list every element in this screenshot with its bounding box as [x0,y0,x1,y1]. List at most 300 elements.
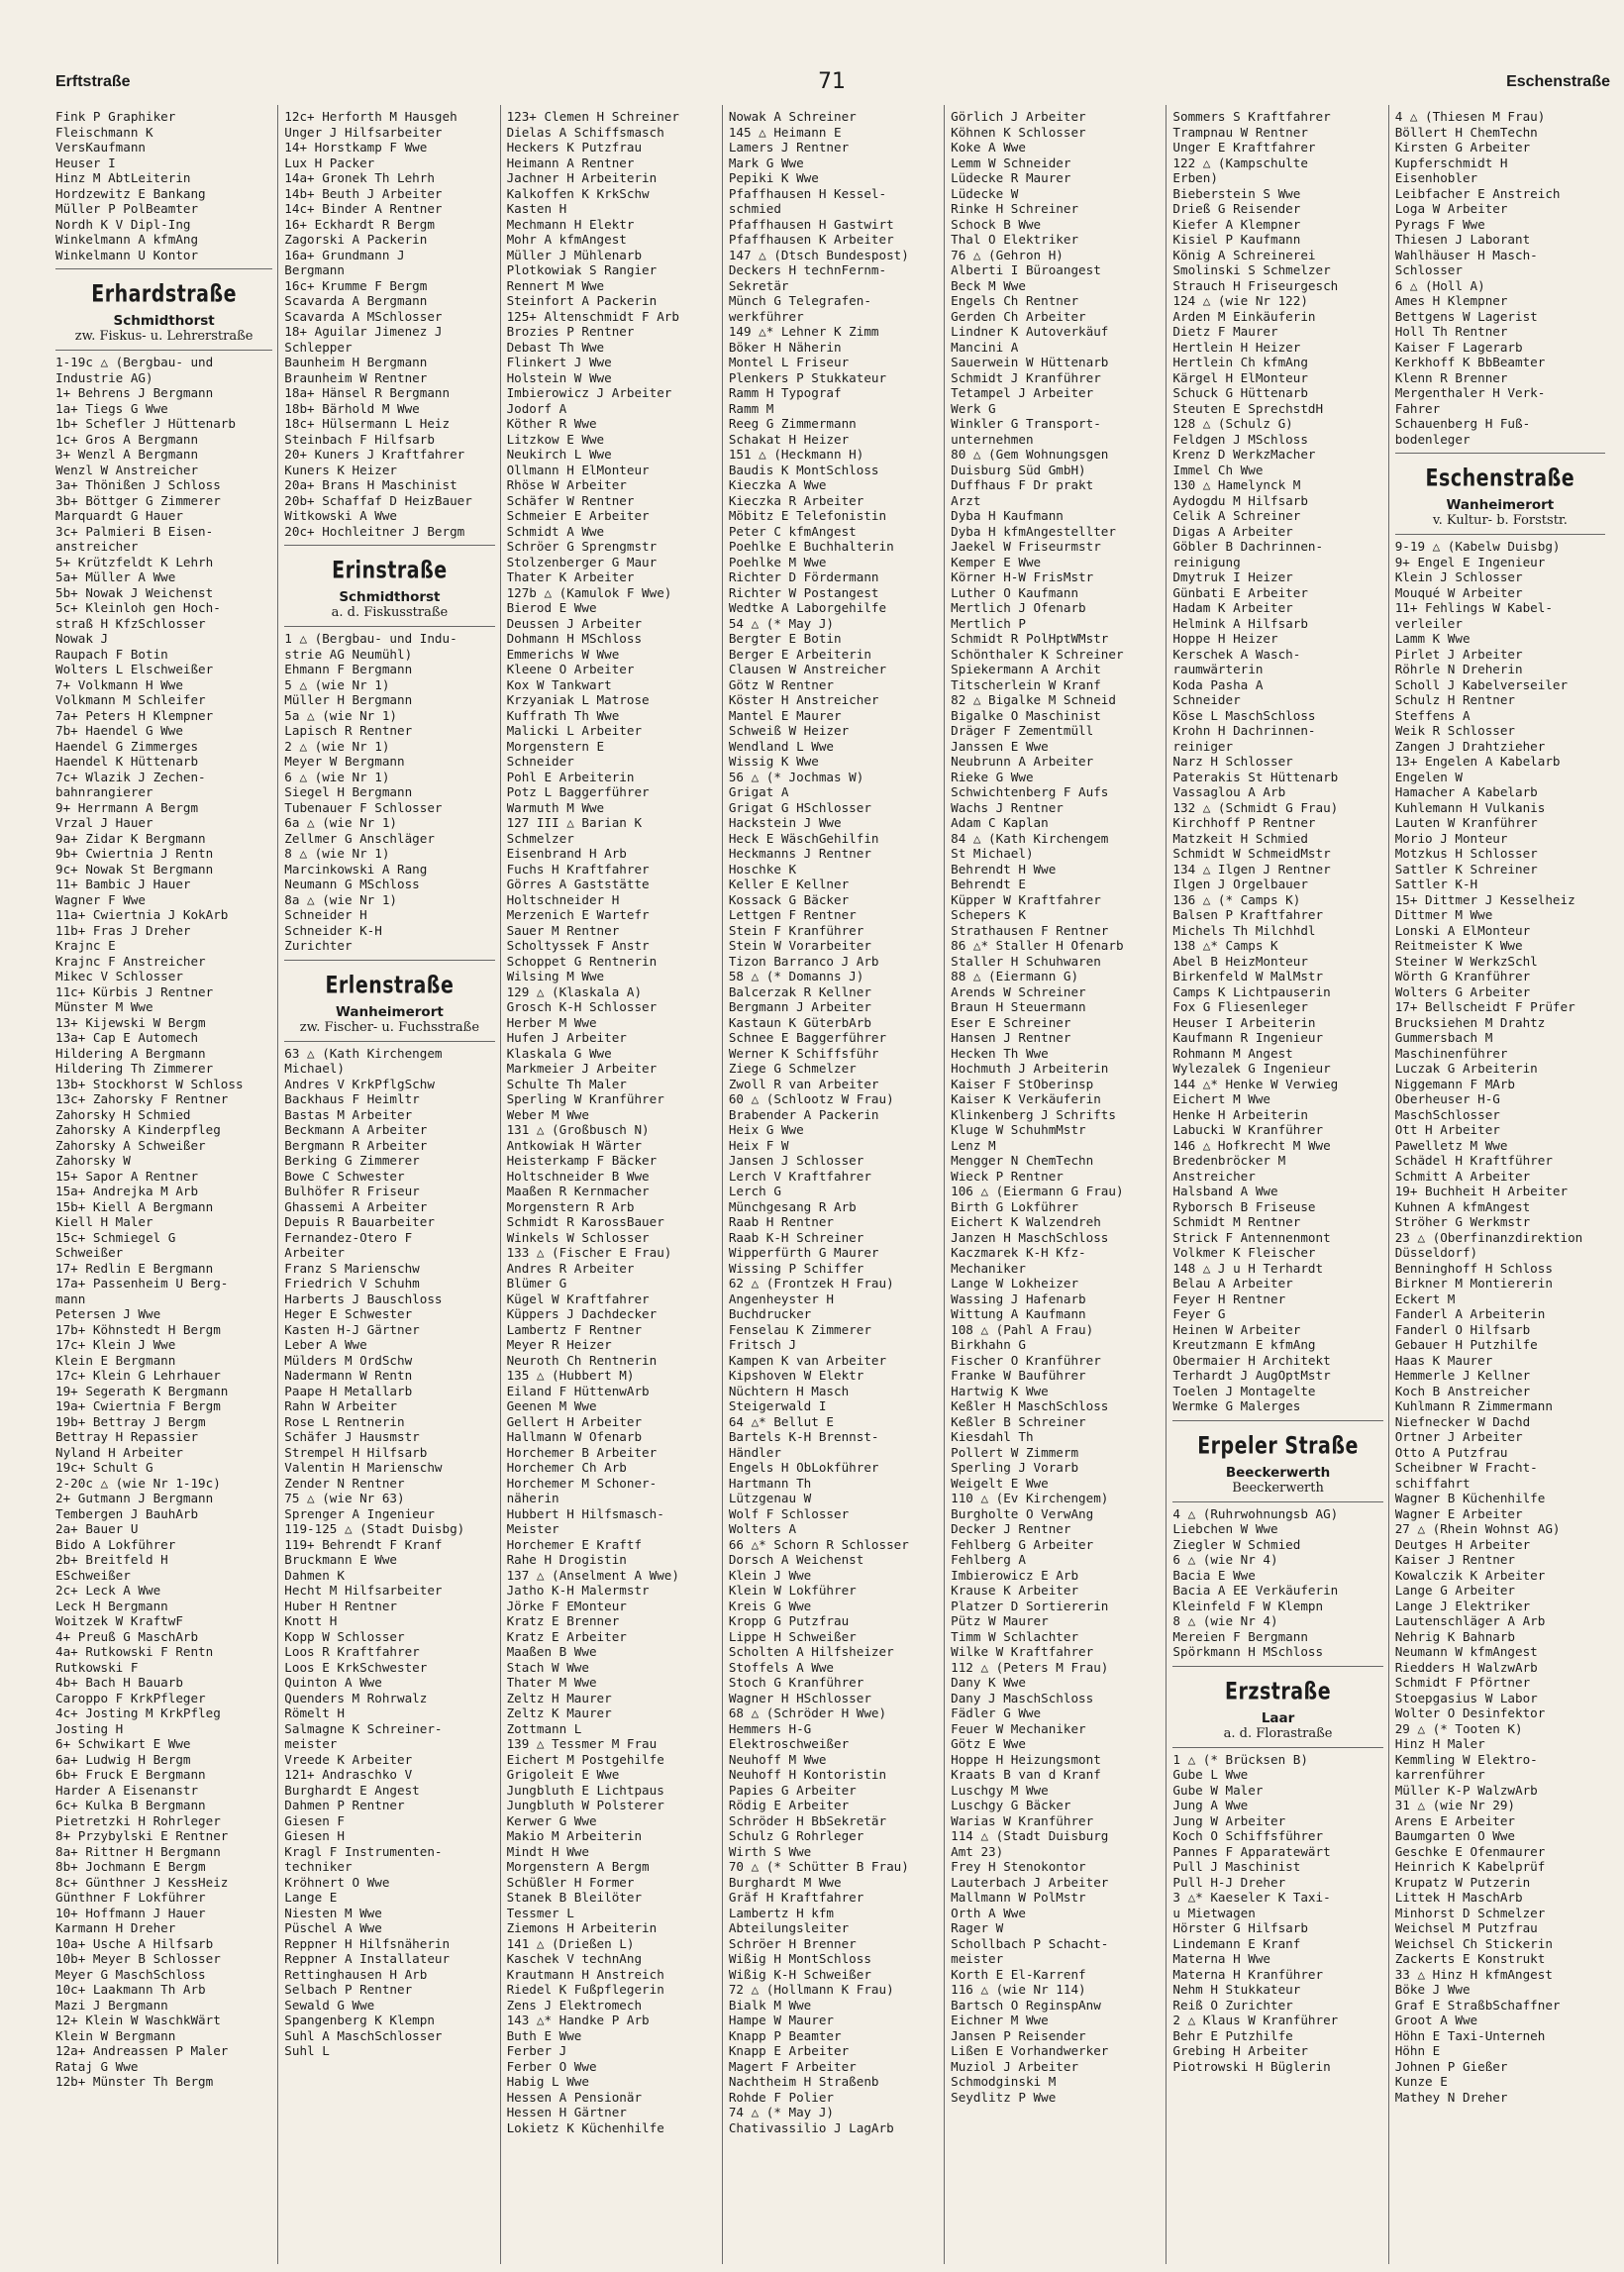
directory-entry: 3c+ Palmieri B Eisen- [55,523,214,539]
directory-entry: Fädler G Wwe [951,1705,1042,1720]
directory-entry: Düsseldorf) [1394,1245,1478,1260]
directory-entry: Immel Ch Wwe [1172,462,1264,477]
directory-entry: 8 △ (wie Nr 4) [1172,1613,1278,1628]
directory-entry: 64 △* Bellut E [728,1413,834,1429]
directory-entry: Pfaffhausen H Gastwirt [728,216,894,232]
directory-entry: Kampen K van Arbeiter [728,1352,887,1368]
directory-entry: Günbati E Arbeiter [1172,584,1308,600]
directory-entry: Fenselau K Zimmerer [728,1321,871,1337]
directory-entry: Eichner M Wwe [951,2013,1049,2027]
directory-entry: Meyer W Bergmann [284,754,405,769]
directory-entry: Mengger N ChemTechn [951,1153,1094,1168]
directory-entry: 58 △ (* Domanns J) [728,969,864,983]
directory-entry: Schulz G Rohrleger [728,1828,864,1843]
directory-entry: Sperling J Vorarb [951,1460,1079,1475]
directory-entry: Meyer G MaschSchloss [55,1966,206,1982]
directory-entry: Kaiser J Rentner [1394,1552,1516,1567]
directory-entry: Dietz F Maurer [1172,324,1278,339]
directory-entry: Duisburg Süd GmbH) [951,462,1086,477]
directory-entry: Rahe H Drogistin [506,1552,627,1567]
directory-entry: Lambertz F Rentner [506,1321,643,1337]
directory-entry: Scholl J Kabelverseiler [1394,676,1569,692]
directory-entry: 149 △* Lehner K Zimm [728,324,879,339]
directory-entry: Wissig K Wwe [728,754,819,769]
directory-entry: Bredenbröcker M [1172,1153,1286,1168]
directory-entry: Kasten H [506,201,567,216]
directory-entry: Heix F W [728,1137,789,1153]
directory-entry: Hildering A Bergmann [55,1045,206,1061]
directory-entry: Witkowski A Wwe [284,508,398,523]
directory-entry: Berger E Arbeiterin [728,646,871,662]
directory-entry: Eser E Schreiner [951,1014,1071,1030]
directory-entry: Lange W Lokheizer [951,1276,1079,1291]
directory-entry: Unger E Kraftfahrer [1172,140,1316,155]
directory-entry: Zagorski A Packerin [284,232,428,247]
directory-entry: Zeltz H Maurer [506,1690,612,1705]
directory-entry: Ott H Arbeiter [1394,1122,1500,1137]
directory-entry: Materna H Wwe [1172,1951,1270,1966]
directory-entry: Narz H Schlosser [1172,754,1293,769]
directory-entry: Müller K-P WalzwArb [1394,1782,1538,1798]
district-name: Wanheimerort [336,1003,444,1020]
directory-entry: 1-19c △ (Bergbau- und [55,355,214,369]
directory-entry: 6c+ Kulka B Bergmann [55,1798,206,1812]
directory-entry: Bergmann [284,262,345,277]
directory-entry: Ilgen J Orgelbauer [1172,877,1308,891]
directory-entry: Huber H Rentner [284,1598,398,1613]
directory-entry: Hoppe H Heizer [1172,631,1278,646]
directory-entry: Clausen W Anstreicher [728,662,887,676]
directory-entry: Fernandez-Otero F [284,1229,413,1245]
directory-entry: 147 △ (Dtsch Bundespost) [728,247,909,262]
directory-entry: Kastaun K GüterbArb [728,1014,871,1030]
directory-entry: Fuchs H Kraftfahrer [506,861,650,877]
directory-entry: 14+ Horstkamp F Wwe [284,140,428,155]
directory-entry: 8+ Przybylski E Rentner [55,1828,229,1843]
directory-entry: Stolzenberger G Maur [506,554,658,569]
directory-entry: Hufen J Arbeiter [506,1030,627,1045]
directory-entry: Rataj G Wwe [55,2058,139,2074]
directory-entry: 17+ Redlin E Bergmann [55,1260,214,1276]
street-section-heading [55,268,272,351]
directory-entry: 124 △ (wie Nr 122) [1172,293,1308,308]
directory-entry: Schepers K [951,907,1026,922]
directory-entry: 18c+ Hülsermann L Heiz [284,416,451,431]
directory-entry: Michels Th Milchhdl [1172,922,1316,938]
directory-entry: Neumann W kfmAngest [1394,1644,1538,1659]
directory-entry: Ziegler W Schmied [1172,1536,1301,1552]
directory-entry: Luczak G Arbeiterin [1394,1061,1538,1076]
directory-entry: 137 △ (Anselment A Wwe) [506,1567,679,1583]
directory-entry: Grigoleit E Wwe [506,1767,620,1782]
directory-entry: Wißig K-H Schweißer [728,1966,871,1982]
directory-entry: Orth A Wwe [951,1905,1026,1920]
directory-entry: 5b+ Nowak J Weichenst [55,584,214,600]
directory-entry: 33 △ Hinz H kfmAngest [1394,1966,1553,1982]
directory-entry: 2 △ Klaus W Kranführer [1172,2013,1339,2027]
street-range-note: v. Kultur- b. Forststr. [1432,513,1568,528]
directory-entry: Neuhoff H Kontoristin [728,1767,887,1782]
directory-entry: Schweiß W Heizer [728,723,850,738]
directory-entry: Feldgen J MSchloss [1172,431,1308,447]
directory-entry: Kisiel P Kaufmann [1172,232,1301,247]
section-divider [1172,1496,1382,1502]
directory-entry: 6a+ Ludwig H Bergm [55,1751,191,1767]
directory-entry: Dany J MaschSchloss [951,1690,1094,1705]
directory-entry: Schneider K-H [284,922,382,938]
directory-entry: Bastas M Arbeiter [284,1106,413,1122]
directory-entry: Fanderl A Arbeiterin [1394,1306,1546,1321]
directory-entry: Wilke W Kraftfahrer [951,1644,1094,1659]
directory-entry: Kaufmann R Ingenieur [1172,1030,1324,1045]
directory-entry: Birkenfeld W MalMstr [1172,969,1324,983]
directory-entry: Lange G Arbeiter [1394,1583,1516,1598]
directory-entry: 119-125 △ (Stadt Duisbg) [284,1521,465,1536]
directory-entry: Hansen J Rentner [951,1030,1071,1045]
directory-entry: Ströher G Werkmstr [1394,1214,1531,1229]
directory-entry: Vrzal J Hauer [55,815,153,830]
directory-entry: werkführer [728,308,804,324]
directory-entry: Püschel A Wwe [284,1920,382,1935]
directory-entry: Luther O Kaufmann [951,584,1079,600]
directory-entry: 86 △* Staller H Ofenarb [951,938,1124,953]
directory-entry: Lenz M [951,1137,996,1153]
directory-entry: näherin [506,1491,559,1505]
directory-entry: 19b+ Bettray J Bergm [55,1413,206,1429]
directory-entry: 19+ Buchheit H Arbeiter [1394,1184,1569,1198]
directory-entry: Zottmann L [506,1720,582,1736]
directory-entry: Mereien F Bergmann [1172,1628,1308,1644]
directory-entry: Lange E [284,1890,338,1905]
directory-entry: Scheibner W Fracht- [1394,1460,1538,1475]
directory-entry: Decker J Rentner [951,1521,1071,1536]
street-range-note: Beeckerwerth [1232,1480,1324,1496]
directory-entry: Abteilungsleiter [728,1920,850,1935]
directory-entry: Ferber J [506,2043,567,2058]
directory-entry: Brabender A Packerin [728,1106,879,1122]
directory-entry: Hartmann Th [728,1475,812,1491]
directory-entry: Höhn E Taxi-Unterneh [1394,2027,1546,2043]
directory-entry: Unger J Hilfsarbeiter [284,124,443,140]
directory-entry: Krajnc F Anstreicher [55,953,206,969]
directory-entry: Körner H-W FrisMstr [951,569,1094,584]
directory-entry: 132 △ (Schmidt G Frau) [1172,799,1339,815]
directory-entry: Wolter O Desinfektor [1394,1705,1546,1720]
directory-entry: Jansen J Schlosser [728,1153,864,1168]
directory-entry: 9b+ Cwiertnia J Rentn [55,846,214,861]
directory-entry: 74 △ (* May J) [728,2105,834,2119]
directory-entry: Lonski A ElMonteur [1394,922,1531,938]
directory-entry: Kalkoffen K KrkSchw [506,185,650,201]
directory-entry: Camps K Lichtpauserin [1172,983,1331,999]
directory-entry: Nachtheim H Straßenb [728,2074,879,2089]
directory-entry: Wieck P Rentner [951,1168,1064,1184]
directory-entry: Hinz M AbtLeiterin [55,170,191,185]
directory-entry: 3a+ Thönißen J Schloss [55,477,221,492]
directory-entry: Schauenberg H Fuß- [1394,416,1531,431]
directory-entry: Deussen J Arbeiter [506,615,643,631]
directory-entry: Hamacher A Kabelarb [1394,784,1538,799]
directory-entry: Lange J Elektriker [1394,1598,1531,1613]
directory-entry: 9c+ Nowak St Bergmann [55,861,214,877]
directory-entry: Luschgy M Wwe [951,1782,1049,1798]
directory-entry: Chativassilio J LagArb [728,2119,894,2135]
directory-entry: Scholten A Hilfsheizer [728,1644,894,1659]
directory-entry: Gebauer H Putzhilfe [1394,1337,1538,1352]
directory-entry: Bartels K-H Brennst- [728,1429,879,1444]
directory-entry: 68 △ (Schröder H Wwe) [728,1705,887,1720]
directory-entry: Schulte Th Maler [506,1076,627,1091]
directory-entry: Morio J Monteur [1394,830,1508,846]
directory-entry: 63 △ (Kath Kirchengem [284,1045,443,1061]
directory-entry: 143 △* Handke P Arb [506,2013,650,2027]
directory-entry: Müller P PolBeamter [55,201,199,216]
directory-entry: schmied [728,201,781,216]
directory-entry: Arden M Einkäuferin [1172,308,1316,324]
directory-entry: Hoschke K [728,861,797,877]
directory-entry: Mergenthaler H Verk- [1394,385,1546,400]
directory-entry: Grigat G HSchlosser [728,799,871,815]
directory-entry: Dohmann H MSchloss [506,631,643,646]
street-name: Erlenstraße [325,971,455,999]
directory-entry: Deckers H technFernm- [728,262,887,277]
directory-entry: Hildering Th Zimmerer [55,1061,214,1076]
directory-entry: Steinfort A Packerin [506,293,658,308]
street-range-note: zw. Fiskus- u. Lehrerstraße [74,329,254,344]
directory-entry: Kuners K Heizer [284,462,398,477]
directory-entry: Ramm H Typograf [728,385,842,400]
directory-entry: Heckmanns J Rentner [728,846,871,861]
directory-entry: Lüdecke R Maurer [951,170,1071,185]
directory-entry: Kerschek A Wasch- [1172,646,1301,662]
directory-entry: Müller J Mühlenarb [506,247,643,262]
directory-entry: Görlich J Arbeiter [951,109,1086,124]
directory-entry: Küpper W Kraftfahrer [951,891,1101,907]
directory-entry: Fehlberg G Arbeiter [951,1536,1094,1552]
directory-entry: Hoppe H Heizungsmont [951,1751,1101,1767]
directory-entry: Spangenberg K Klempn [284,2013,435,2027]
directory-entry: Selbach P Rentner [284,1982,413,1997]
directory-entry: Kröhnert O Wwe [284,1874,390,1890]
directory-entry: Rager W [951,1920,1004,1935]
directory-entry: Karmann H Dreher [55,1920,176,1935]
directory-entry: Stoepgasius W Labor [1394,1690,1538,1705]
directory-entry: Kaczmarek K-H Kfz- [951,1245,1086,1260]
directory-entry: Rhöse W Arbeiter [506,477,627,492]
directory-entry: Debast Th Wwe [506,339,605,355]
directory-entry: 128 △ (Schulz G) [1172,416,1293,431]
directory-entry: Sauer M Rentner [506,922,620,938]
directory-entry: Platzer D Sortiererin [951,1598,1109,1613]
directory-entry: Timm W Schlachter [951,1628,1079,1644]
directory-entry: Adam C Kaplan [951,815,1049,830]
directory-entry: Keßler H MaschSchloss [951,1398,1109,1413]
directory-entry: Holtschneider H [506,891,620,907]
directory-entry: Engelen W [1394,769,1463,784]
directory-entry: Knapp P Beamter [728,2027,842,2043]
directory-entry: 6+ Schwikart E Wwe [55,1736,191,1751]
directory-entry: Burgholte O VerwAng [951,1505,1094,1521]
directory-entry: 112 △ (Peters M Frau) [951,1659,1109,1675]
directory-entry: Elektroschweißer [728,1736,850,1751]
directory-entry: Wahlhäuser H Masch- [1394,247,1538,262]
directory-entry: Nadermann W Rentn [284,1368,413,1383]
directory-entry: 129 △ (Klaskala A) [506,983,643,999]
directory-entry: Hecht M Hilfsarbeiter [284,1583,443,1598]
directory-entry: Reeg G Zimmermann [728,416,857,431]
directory-entry: Wendland L Wwe [728,738,834,754]
directory-entry: Rettinghausen H Arb [284,1966,428,1982]
directory-entry: Neumann G MSchloss [284,877,420,891]
directory-entry: Baunheim H Bergmann [284,355,428,369]
directory-entry: Pohl E Arbeiterin [506,769,635,784]
directory-entry: Wedtke A Laborgehilfe [728,600,887,615]
directory-entry: meister [951,1951,1004,1966]
directory-entry: Jung W Arbeiter [1172,1812,1286,1828]
directory-entry: Koke A Wwe [951,140,1026,155]
directory-entry: Zackerts E Konstrukt [1394,1951,1546,1966]
directory-entry: 123+ Clemen H Schreiner [506,109,679,124]
directory-entry: u Mietwagen [1172,1905,1256,1920]
directory-entry: Nyland H Arbeiter [55,1444,183,1460]
directory-entry: Fehlberg A [951,1552,1026,1567]
directory-entry: Rieke G Wwe [951,769,1034,784]
directory-entry: Kreutzmann E kfmAng [1172,1337,1316,1352]
directory-entry: Mikec V Schlosser [55,969,183,983]
directory-entry: Niefnecker W Dachd [1394,1413,1531,1429]
directory-entry: Steuten E SprechstdH [1172,400,1324,416]
directory-entry: Mantel E Maurer [728,707,842,723]
directory-entry: Woitzek W KraftwF [55,1613,183,1628]
directory-entry: Dittmer M Wwe [1394,907,1493,922]
directory-entry: Meyer R Heizer [506,1337,612,1352]
directory-entry: Scavarda A MSchlosser [284,308,443,324]
directory-entry: Richter W Postangest [728,584,879,600]
directory-entry: Behrendt H Wwe [951,861,1057,877]
directory-entry: Tizon Barranco J Arb [728,953,879,969]
directory-entry: Eisenbrand H Arb [506,846,627,861]
directory-entry: Engels H ObLokführer [728,1460,879,1475]
directory-entry: Haendel G Zimmerges [55,738,199,754]
directory-entry: Volkmann M Schleifer [55,692,206,707]
directory-entry: 17+ Bellscheidt F Prüfer [1394,999,1575,1014]
directory-entry: Mouqué W Arbeiter [1394,584,1523,600]
directory-entry: Salmagne K Schreiner- [284,1720,443,1736]
directory-entry: Hertlein Ch kfmAng [1172,355,1308,369]
directory-entry: Wörth G Kranführer [1394,969,1531,983]
directory-entry: 1c+ Gros A Bergmann [55,431,199,447]
directory-entry: Görres A Gaststätte [506,877,650,891]
directory-entry: Kaschek V technAng [506,1951,643,1966]
directory-entry: Halsband A Wwe [1172,1184,1278,1198]
directory-entry: Schröer H Brenner [728,1935,857,1951]
directory-entry: 1 △ (* Brücksen B) [1172,1751,1308,1767]
directory-entry: Möbitz E Telefonistin [728,508,887,523]
directory-entry: Nehrig K Bahnarb [1394,1628,1516,1644]
directory-entry: Braun H Steuermann [951,999,1086,1014]
directory-entry: Scavarda A Bergmann [284,293,428,308]
directory-entry: Ehmann F Bergmann [284,662,413,676]
directory-entry: Klein W Bergmann [55,2027,176,2043]
directory-entry: Schmidt M Rentner [1172,1214,1301,1229]
directory-entry: Spörkmann H MSchloss [1172,1644,1324,1659]
district-name: Laar [1261,1709,1295,1726]
directory-entry: Dyba H kfmAngestellter [951,523,1116,539]
directory-entry: Klein J Schlosser [1394,569,1523,584]
directory-entry: Kirsten G Arbeiter [1394,140,1531,155]
directory-entry: 144 △* Henke W Verwieg [1172,1076,1339,1091]
directory-entry: 15c+ Schmiegel G [55,1229,176,1245]
directory-entry: Wißig H MontSchloss [728,1951,871,1966]
directory-entry: Anstreicher [1172,1168,1256,1184]
directory-entry: Römelt H [284,1705,345,1720]
directory-entry: Rohmann M Angest [1172,1045,1293,1061]
directory-entry: Eckert M [1394,1291,1456,1306]
directory-entry: Titscherlein W Kranf [951,676,1101,692]
directory-entry: Kleinfeld F W Klempn [1172,1598,1324,1613]
directory-entry: 72 △ (Hollmann K Frau) [728,1982,894,1997]
directory-entry: Gellert H Arbeiter [506,1413,643,1429]
directory-entry: Morgenstern R Arb [506,1198,635,1214]
directory-entry: 18+ Aguilar Jimenez J [284,324,443,339]
directory-entry: Sprenger A Ingenieur [284,1505,435,1521]
directory-entry: Trampnau W Rentner [1172,124,1308,140]
directory-entry: Korth E El-Karrenf [951,1966,1086,1982]
directory-entry: Brucksiehen M Drahtz [1394,1014,1546,1030]
directory-entry: Balsen P Kraftfahrer [1172,907,1324,922]
directory-entry: 23 △ (Oberfinanzdirektion [1394,1229,1583,1245]
directory-entry: Schwichtenberg F Aufs [951,784,1109,799]
street-name: Erpeler Straße [1197,1431,1359,1460]
directory-entry: Nordh K V Dipl-Ing [55,216,191,232]
directory-entry: Röhrle N Dreherin [1394,662,1523,676]
directory-entry: Burghardt E Angest [284,1782,420,1798]
directory-entry: Schmidt W SchmeidMstr [1172,846,1331,861]
directory-entry: Händler [728,1444,781,1460]
directory-entry: Luschgy G Bäcker [951,1798,1071,1812]
directory-entry: Depuis R Bauarbeiter [284,1214,435,1229]
directory-entry: verleiler [1394,615,1463,631]
directory-entry: Loos R Kraftfahrer [284,1644,420,1659]
directory-entry: Schock B Wwe [951,216,1042,232]
directory-entry: Caroppo F KrkPfleger [55,1690,206,1705]
directory-entry: 27 △ (Rhein Wohnst AG) [1394,1521,1561,1536]
directory-entry: Gummersbach M [1394,1030,1493,1045]
directory-entry: Kemmling W Elektro- [1394,1751,1538,1767]
directory-entry: 70 △ (* Schütter B Frau) [728,1859,909,1874]
directory-entry: Pirlet J Arbeiter [1394,646,1523,662]
directory-entry: Drieß G Reisender [1172,201,1301,216]
directory-entry: Lauten W Kranführer [1394,815,1538,830]
directory-entry: Vreede K Arbeiter [284,1751,413,1767]
directory-entry: Krautmann H Anstreich [506,1966,664,1982]
directory-entry: schiffahrt [1394,1475,1471,1491]
directory-entry: Hertlein H Heizer [1172,339,1301,355]
directory-entry: Kuhlmann R Zimmermann [1394,1398,1553,1413]
directory-entry: Hordzewitz E Bankang [55,185,206,201]
directory-entry: Lindemann E Kranf [1172,1935,1301,1951]
directory-entry: Zahorsky A Kinderpfleg [55,1122,221,1137]
header-street-left: Erftstraße [55,73,131,90]
directory-entry: Neuroth Ch Rentnerin [506,1352,658,1368]
directory-entry: Winkels W Schlosser [506,1229,650,1245]
directory-entry: Leibfacher E Anstreich [1394,185,1561,201]
directory-entry: Wissing P Schiffer [728,1260,864,1276]
directory-entry: 135 △ (Hubbert M) [506,1368,635,1383]
directory-entry: Kopp W Schlosser [284,1628,405,1644]
directory-entry: Kaiser K Verkäuferin [951,1091,1101,1106]
directory-entry: Friedrich V Schuhm [284,1276,420,1291]
